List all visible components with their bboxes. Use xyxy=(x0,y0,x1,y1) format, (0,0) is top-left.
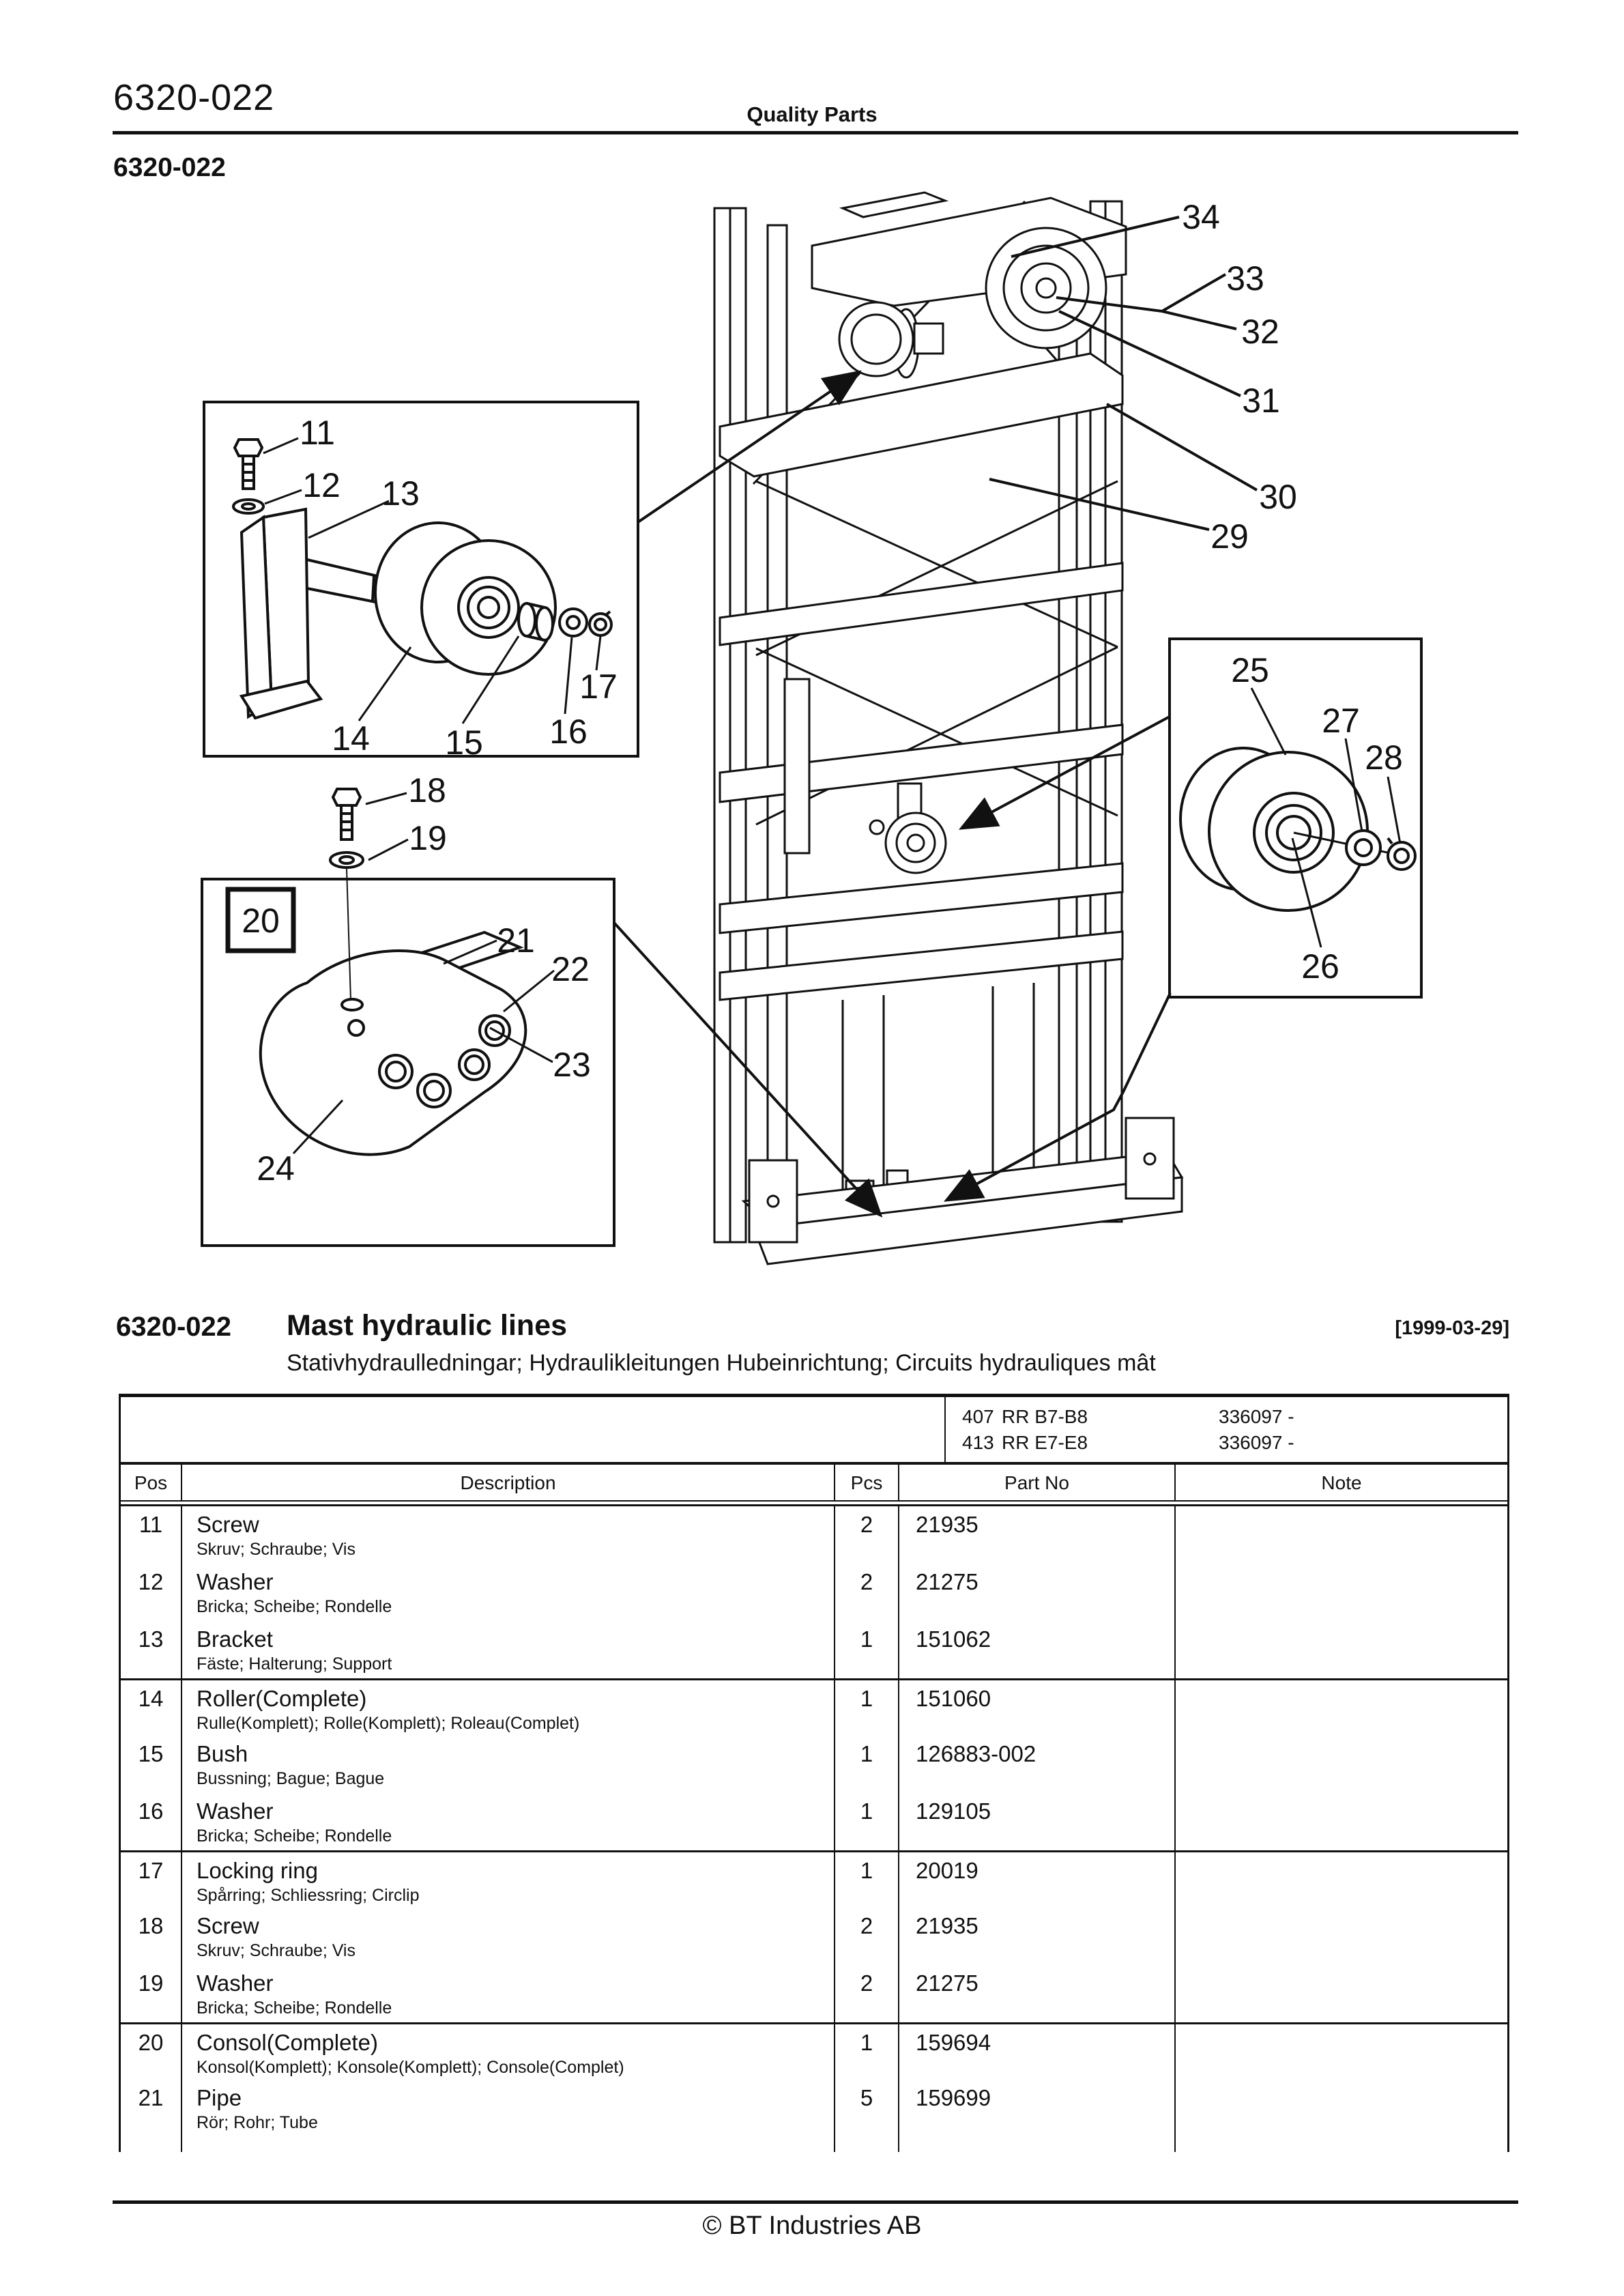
row-part-no: 21935 xyxy=(899,1506,1176,1564)
table-row xyxy=(121,1564,1507,1621)
row-description xyxy=(182,2024,835,2080)
row-pcs: 1 xyxy=(835,1621,899,1678)
row-pcs: 2 xyxy=(835,1965,899,2022)
row-part-no: 129105 xyxy=(899,1793,1176,1850)
row-pcs: 1 xyxy=(835,1793,899,1850)
section-code: 6320-022 xyxy=(116,1312,232,1342)
row-part-no: 21275 xyxy=(899,1564,1176,1621)
callout-label: 13 xyxy=(381,474,420,513)
row-description xyxy=(182,1564,835,1621)
callout-label: 21 xyxy=(497,921,535,960)
row-description xyxy=(182,1965,835,2022)
row-pos: 18 xyxy=(121,1908,182,1965)
part-name: Screw xyxy=(197,1913,259,1938)
header-rule xyxy=(113,131,1518,134)
column-header-pos: Pos xyxy=(121,1465,182,1500)
callout-label: 15 xyxy=(445,723,483,762)
applicability-box xyxy=(119,1394,1509,1465)
row-note xyxy=(1176,1564,1507,1621)
row-pcs: 5 xyxy=(835,2080,899,2137)
app-code: 407 xyxy=(962,1406,994,1427)
row-description xyxy=(182,2080,835,2137)
mast-drawing xyxy=(714,192,1182,1264)
row-note xyxy=(1176,1506,1507,1564)
callout-label: 22 xyxy=(551,950,590,988)
callout-label: 31 xyxy=(1242,382,1280,420)
applicability-row xyxy=(946,1404,1507,1430)
column-header-description: Description xyxy=(182,1465,835,1500)
table-row xyxy=(121,1850,1507,1908)
part-translations: Spårring; Schliessring; Circlip xyxy=(197,1886,420,1905)
row-pcs: 1 xyxy=(835,1680,899,1736)
row-note xyxy=(1176,1736,1507,1793)
row-part-no: 151060 xyxy=(899,1680,1176,1736)
row-part-no: 20019 xyxy=(899,1852,1176,1908)
table-column-headers xyxy=(119,1465,1509,1500)
callout-label: 12 xyxy=(302,466,340,504)
callout-label: 25 xyxy=(1231,651,1269,689)
tail-cell xyxy=(899,2137,1176,2152)
tail-cell xyxy=(1176,2137,1507,2152)
tail-cell xyxy=(121,2137,182,2152)
section-date: [1999-03-29] xyxy=(1395,1317,1509,1339)
footer-rule xyxy=(113,2200,1518,2204)
row-pcs: 1 xyxy=(835,1736,899,1793)
column-header-pcs: Pcs xyxy=(835,1465,899,1500)
inset-box-pulley xyxy=(1170,639,1421,997)
part-translations: Rulle(Komplett); Rolle(Komplett); Roleau(Complet) xyxy=(197,1714,580,1733)
row-description xyxy=(182,1793,835,1850)
part-name: Washer xyxy=(197,1970,274,1996)
row-description xyxy=(182,1736,835,1793)
table-row xyxy=(121,1736,1507,1793)
mast-exploded-diagram xyxy=(102,177,1535,1283)
row-part-no: 21935 xyxy=(899,1908,1176,1965)
row-note xyxy=(1176,1852,1507,1908)
row-part-no: 159694 xyxy=(899,2024,1176,2080)
row-pcs: 2 xyxy=(835,1564,899,1621)
column-header-note: Note xyxy=(1321,1472,1362,1493)
row-description xyxy=(182,1680,835,1736)
row-pos: 19 xyxy=(121,1965,182,2022)
callout-label: 19 xyxy=(409,819,447,857)
part-translations: Skruv; Schraube; Vis xyxy=(197,1941,356,1960)
column-header-part-no: Part No xyxy=(899,1465,1176,1500)
callout-label: 27 xyxy=(1322,702,1360,740)
table-row xyxy=(121,2080,1507,2137)
callout-label: 32 xyxy=(1241,313,1279,351)
row-pcs: 2 xyxy=(835,1506,899,1564)
callout-label: 18 xyxy=(408,771,446,809)
table-row xyxy=(121,1678,1507,1736)
row-pcs: 1 xyxy=(835,2024,899,2080)
callout-label: 23 xyxy=(553,1046,591,1084)
part-name: Washer xyxy=(197,1569,274,1594)
part-name: Bracket xyxy=(197,1626,273,1652)
table-tail xyxy=(121,2137,1507,2152)
row-pcs: 1 xyxy=(835,1852,899,1908)
row-note xyxy=(1176,1621,1507,1678)
part-name: Screw xyxy=(197,1512,259,1537)
part-name: Pipe xyxy=(197,2085,242,2110)
row-pos: 20 xyxy=(121,2024,182,2080)
header-double-line xyxy=(119,1500,1509,1506)
part-translations: Fäste; Halterung; Support xyxy=(197,1654,392,1674)
callout-label: 11 xyxy=(300,414,335,452)
table-row xyxy=(121,1908,1507,1965)
part-translations: Bricka; Scheibe; Rondelle xyxy=(197,1826,392,1846)
row-pos: 15 xyxy=(121,1736,182,1793)
header-center-label: Quality Parts xyxy=(746,102,878,126)
callout-label: 28 xyxy=(1365,738,1403,777)
table-row xyxy=(121,2022,1507,2080)
tail-cell xyxy=(835,2137,899,2152)
row-pcs: 2 xyxy=(835,1908,899,1965)
part-name: Roller(Complete) xyxy=(197,1686,367,1711)
part-translations: Bricka; Scheibe; Rondelle xyxy=(197,1597,392,1616)
callout-label: 26 xyxy=(1301,947,1339,986)
table-body xyxy=(119,1506,1509,2152)
part-translations: Skruv; Schraube; Vis xyxy=(197,1540,356,1559)
callout-label: 20 xyxy=(242,902,280,940)
table-row xyxy=(121,1621,1507,1678)
row-pos: 21 xyxy=(121,2080,182,2137)
table-row xyxy=(121,1793,1507,1850)
section-title: Mast hydraulic lines xyxy=(287,1309,568,1342)
part-translations: Bussning; Bague; Bague xyxy=(197,1769,385,1788)
row-note xyxy=(1176,1793,1507,1850)
applicability-spacer xyxy=(121,1397,946,1462)
section-code-top: 6320-022 xyxy=(113,153,226,182)
row-note xyxy=(1176,1965,1507,2022)
parts-table xyxy=(119,1394,1509,2152)
row-pos: 16 xyxy=(121,1793,182,1850)
part-translations: Rör; Rohr; Tube xyxy=(197,2113,318,2132)
tail-cell xyxy=(182,2137,835,2152)
callout-label: 30 xyxy=(1259,478,1297,516)
part-translations: Konsol(Komplett); Konsole(Komplett); Console(Complet) xyxy=(197,2058,624,2077)
applicability-rows xyxy=(946,1397,1507,1462)
app-serial: 336097 - xyxy=(1219,1406,1294,1427)
callout-label: 24 xyxy=(257,1149,295,1188)
leader-lines xyxy=(614,217,1257,1214)
part-name: Washer xyxy=(197,1798,274,1824)
row-note xyxy=(1176,1908,1507,1965)
table-row xyxy=(121,1965,1507,2022)
row-part-no: 126883-002 xyxy=(899,1736,1176,1793)
row-note xyxy=(1176,2024,1507,2080)
section-subtitle: Stativhydraulledningar; Hydraulikleitungen Hubeinrichtung; Circuits hydrauliques mât xyxy=(287,1350,1156,1376)
row-pos: 14 xyxy=(121,1680,182,1736)
footer-copyright: © BT Industries AB xyxy=(702,2211,922,2240)
callout-label: 14 xyxy=(332,719,370,758)
row-part-no: 159699 xyxy=(899,2080,1176,2137)
part-name: Bush xyxy=(197,1741,248,1766)
row-part-no: 151062 xyxy=(899,1621,1176,1678)
document-number: 6320-022 xyxy=(113,77,275,118)
callout-label: 33 xyxy=(1226,259,1264,298)
callout-label: 34 xyxy=(1182,198,1220,236)
app-model: RR E7-E8 xyxy=(1002,1432,1088,1453)
row-pos: 12 xyxy=(121,1564,182,1621)
row-pos: 11 xyxy=(121,1506,182,1564)
app-model: RR B7-B8 xyxy=(1002,1406,1088,1427)
row-pos: 17 xyxy=(121,1852,182,1908)
row-description xyxy=(182,1506,835,1564)
inset-box-roller xyxy=(204,402,638,756)
row-description xyxy=(182,1852,835,1908)
row-description xyxy=(182,1908,835,1965)
row-part-no: 21275 xyxy=(899,1965,1176,2022)
row-note xyxy=(1176,2080,1507,2137)
row-pos: 13 xyxy=(121,1621,182,1678)
part-name: Consol(Complete) xyxy=(197,2030,378,2055)
callout-label: 16 xyxy=(549,713,588,751)
table-row xyxy=(121,1506,1507,1564)
applicability-row xyxy=(946,1430,1507,1456)
row-note xyxy=(1176,1680,1507,1736)
row-description xyxy=(182,1621,835,1678)
app-code: 413 xyxy=(962,1432,994,1453)
part-name: Locking ring xyxy=(197,1858,318,1883)
app-serial: 336097 - xyxy=(1219,1432,1294,1453)
callout-label: 17 xyxy=(579,668,618,706)
callout-label: 29 xyxy=(1210,517,1249,556)
part-translations: Bricka; Scheibe; Rondelle xyxy=(197,1998,392,2018)
